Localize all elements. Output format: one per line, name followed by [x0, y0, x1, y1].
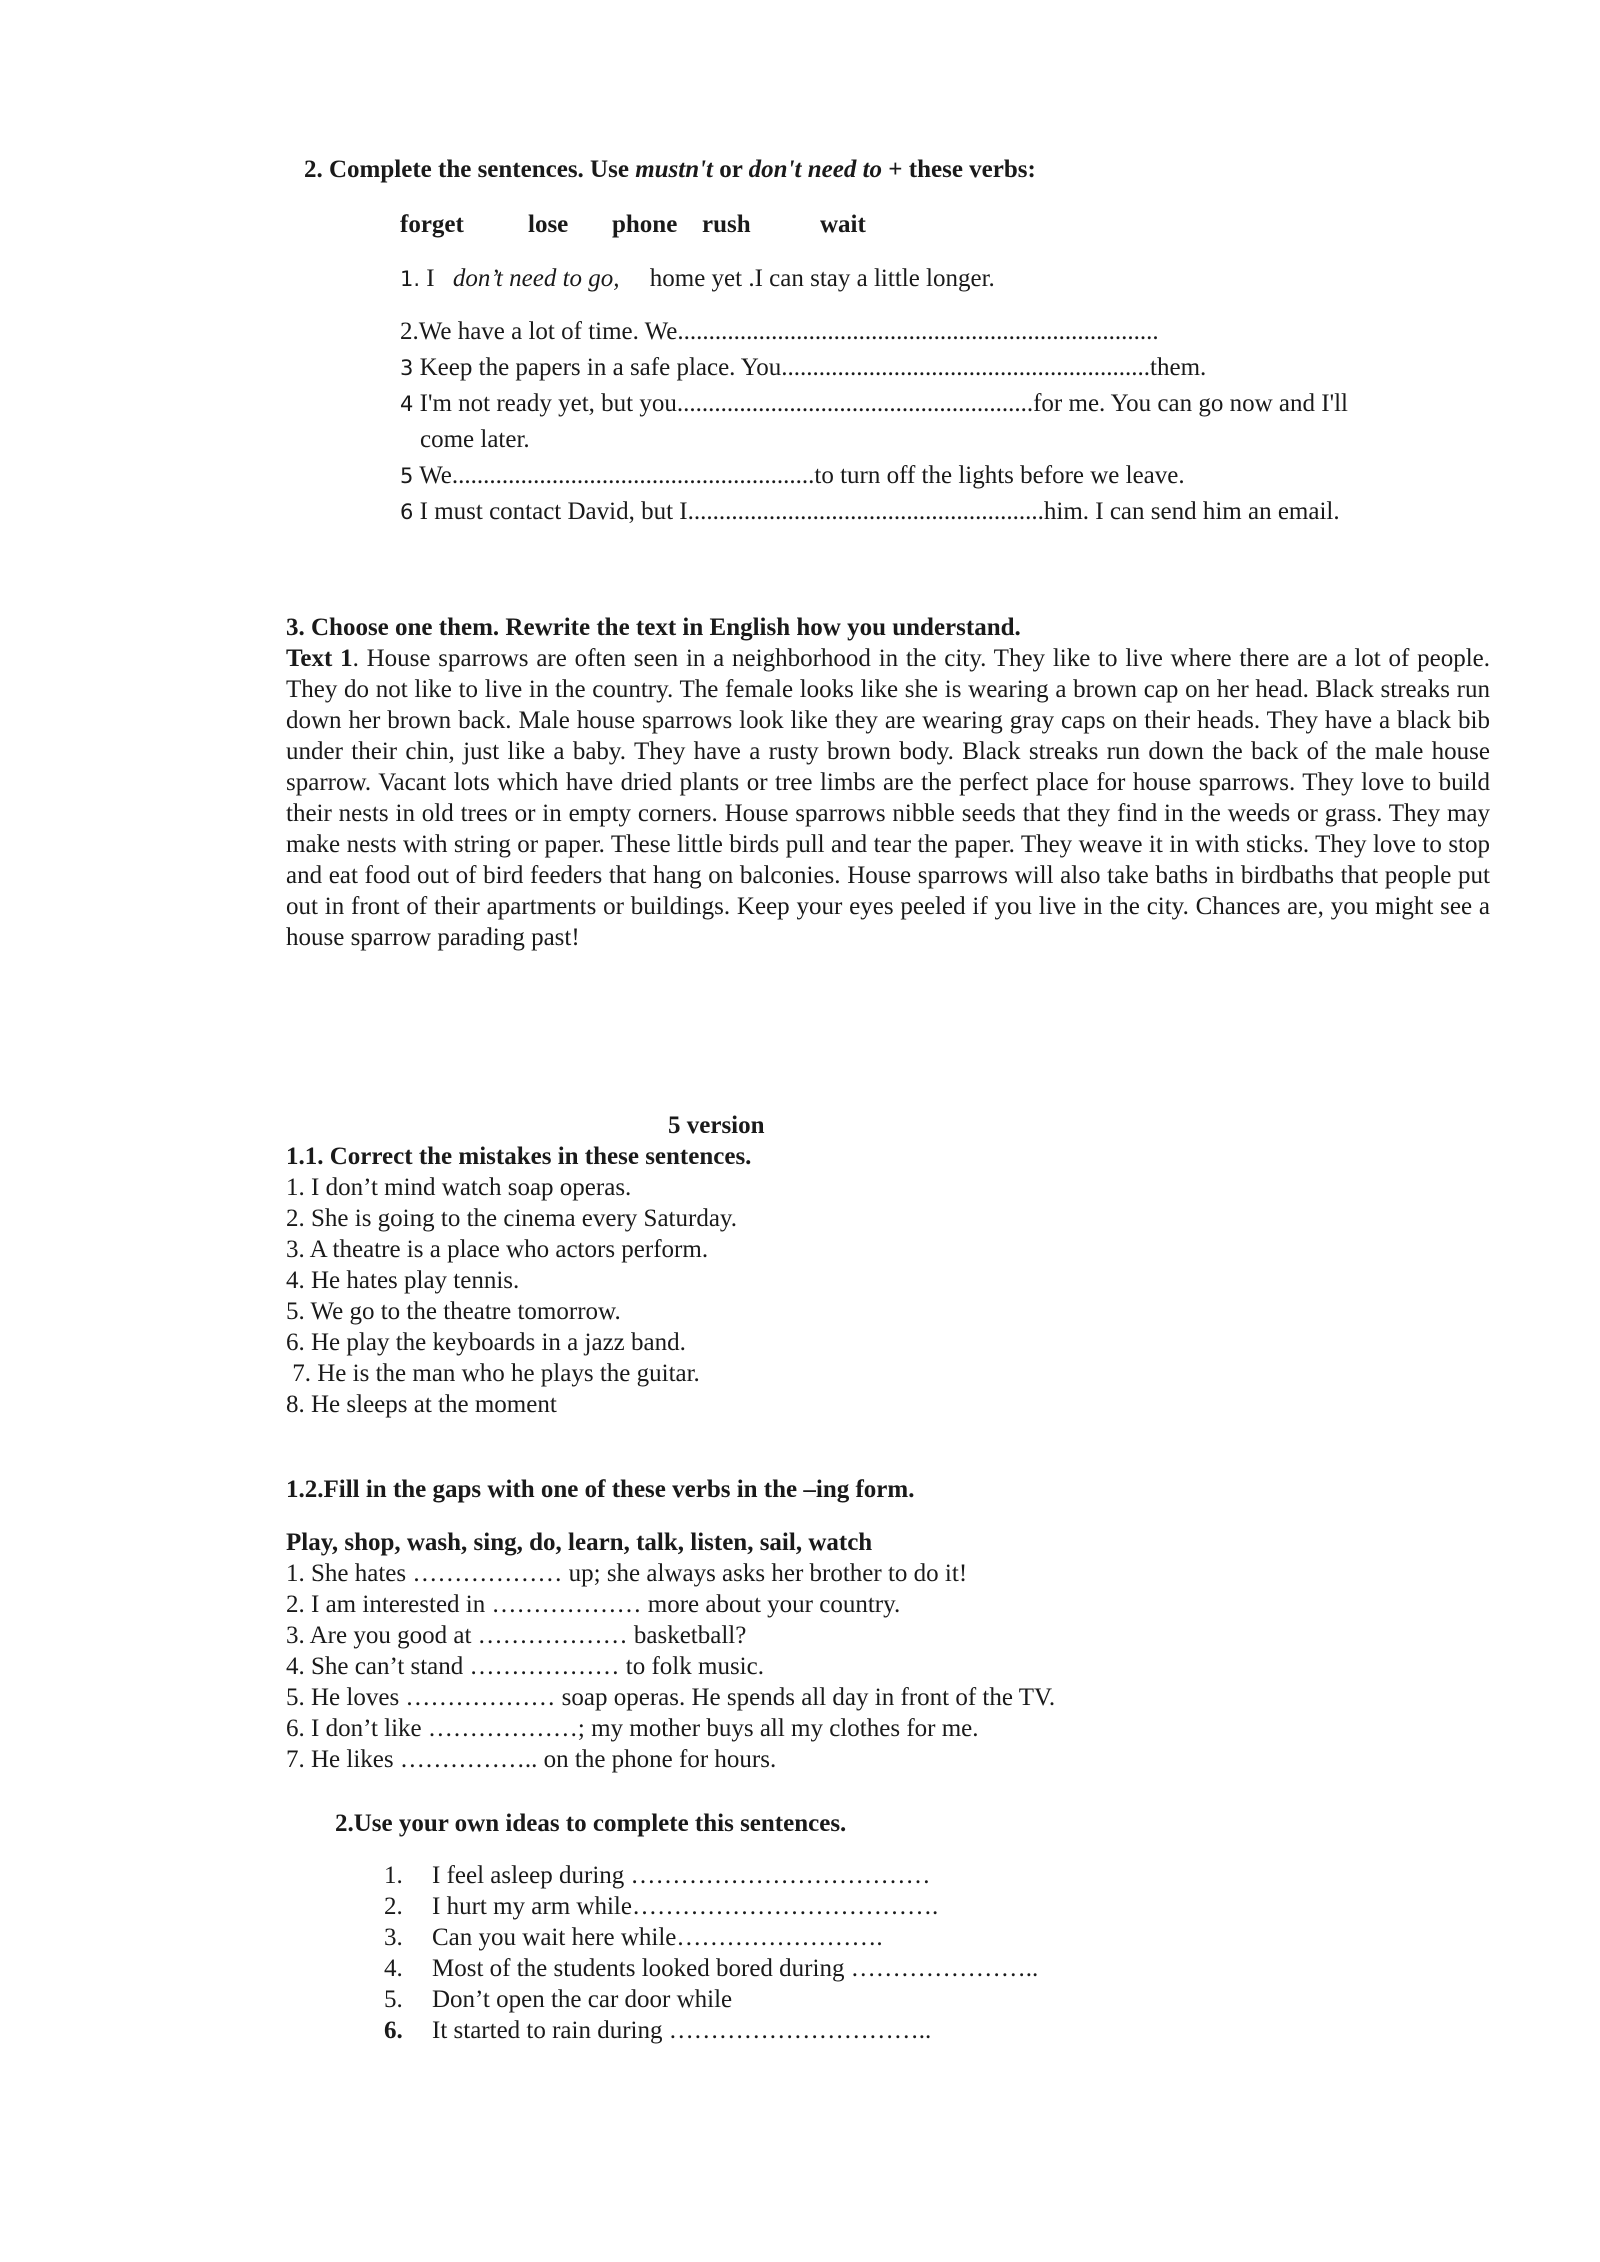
sentence-number: 1. [400, 267, 421, 291]
exercise-2-title-mustnt: mustn't [635, 156, 714, 183]
sentence-number: 3 [400, 356, 414, 380]
item-number: 2. [384, 1893, 403, 1920]
list-item [384, 1860, 1038, 1891]
list-item: 2. She is going to the cinema every Saturday. [286, 1205, 738, 1232]
verb-lose: lose [528, 211, 569, 238]
sentence-text: I [426, 265, 435, 292]
sentence-number: 4 [400, 392, 414, 416]
fill-gaps-title: 1.2.Fill in the gaps with one of these verbs in the –ing form. [286, 1476, 915, 1503]
own-ideas-title: 2.Use your own ideas to complete this sentences. [335, 1810, 847, 1837]
item-number: 6. [384, 2017, 403, 2044]
verb-forget: forget [400, 211, 464, 238]
fill-gaps-verb-list: Play, shop, wash, sing, do, learn, talk, listen, sail, watch [286, 1529, 873, 1556]
reading-text [286, 643, 1490, 953]
item-text: It started to rain during ………………………….. [432, 2017, 932, 2044]
list-item [384, 1922, 1038, 1953]
fill-gaps-section [286, 1474, 1386, 1775]
list-item: 6. He play the keyboards in a jazz band. [286, 1329, 686, 1356]
list-item: 2. I am interested in ……………… more about your country. [286, 1591, 901, 1618]
exercise-2-verb-list [400, 209, 866, 240]
exercise-2-sentence-5 [400, 458, 1480, 494]
item-text: Most of the students looked bored during ………………….. [432, 1955, 1039, 1982]
text-body: . House sparrows are often seen in a neighborhood in the city. They like to live where there are a lot of people. They do not like to live in the country. The female looks like she is wearing a brown cap on her head. Black streaks run down her brown back. Male house sparrows look like they are wearing gray caps on their heads. They have a black bib under their chin, just like a baby. They have a rusty brown body. Black streaks run down the back of the male house sparrow. Vacant lots which have dried plants or tree limbs are the perfect place for house sparrows. They love to build their nests in old trees or in empty corners. House sparrows nibble seeds that they find in the weeds or grass. They may make nests with string or paper. These little birds pull and tear the paper. They weave it in with sticks. They love to stop and eat food out of bird feeders that hang on balconies. House sparrows will also take baths in birdbaths that people put out in front of their apartments or buildings. Keep your eyes peeled if you live in the city. Chances are, you might see a house sparrow parading past! [286, 645, 1491, 951]
example-answer: don’t need to go, [452, 265, 620, 292]
item-text: I feel asleep during ……………………………… [432, 1862, 931, 1889]
correct-mistakes-section [286, 1141, 1286, 1420]
list-item: 7. He likes …………….. on the phone for hours. [286, 1746, 777, 1773]
item-number: 3. [384, 1924, 403, 1951]
exercise-3 [286, 612, 1490, 953]
list-item: 4. She can’t stand ……………… to folk music. [286, 1653, 764, 1680]
exercise-2-title-dont-need-to: don't need to [748, 156, 883, 183]
exercise-2-sentence-2: 2.We have a lot of time. We............................................................................. [400, 318, 1159, 345]
item-number: 1. [384, 1862, 403, 1889]
sentence-text: I must contact David, but I.........................................................him. I can send him an email. [419, 498, 1340, 525]
item-number: 4. [384, 1955, 403, 1982]
exercise-2-title-or: or [713, 156, 749, 183]
list-item: 4. He hates play tennis. [286, 1267, 520, 1294]
list-item: 6. I don’t like ………………; my mother buys all my clothes for me. [286, 1715, 979, 1742]
sentence-text: home yet .I can stay a little longer. [649, 265, 995, 292]
own-ideas-list [384, 1860, 1038, 2046]
list-item: 5. He loves ……………… soap operas. He spends all day in front of the TV. [286, 1684, 1056, 1711]
list-item: 1. I don’t mind watch soap operas. [286, 1174, 632, 1201]
verb-phone: phone [612, 211, 678, 238]
exercise-2-sentence-6 [400, 494, 1480, 530]
list-item: 8. He sleeps at the moment [286, 1391, 557, 1418]
sentence-number: 6 [400, 500, 414, 524]
list-item: 3. A theatre is a place who actors perform. [286, 1236, 709, 1263]
exercise-2-sentence-4 [400, 386, 1480, 422]
sentence-number: 5 [400, 464, 414, 488]
text-label: Text 1 [286, 645, 353, 672]
sentence-text: I'm not ready yet, but you.........................................................for me. You can go now and I'll [419, 390, 1348, 417]
correct-mistakes-title: 1.1. Correct the mistakes in these sentences. [286, 1143, 752, 1170]
list-item [384, 1891, 1038, 1922]
exercise-2-sentence-3 [400, 350, 1480, 386]
item-text: Can you wait here while……………………. [432, 1924, 883, 1951]
item-number: 5. [384, 1986, 403, 2013]
exercise-2-sentence-4-continued: come later. [420, 426, 530, 453]
list-item [384, 2015, 1038, 2046]
sentence-text: We..........................................................to turn off the lights before we leave. [419, 462, 1185, 489]
verb-wait: wait [820, 211, 866, 238]
list-item: 5. We go to the theatre tomorrow. [286, 1298, 621, 1325]
verb-rush: rush [702, 211, 751, 238]
list-item [384, 1984, 1038, 2015]
item-text: Don’t open the car door while [432, 1986, 733, 2013]
sentence-text: Keep the papers in a safe place. You...........................................................them. [419, 354, 1207, 381]
exercise-2-sentence-1 [400, 263, 995, 295]
version-heading: 5 version [668, 1112, 765, 1139]
exercise-2-title-prefix: 2. Complete the sentences. Use [304, 156, 636, 183]
exercise-2-sentences [400, 314, 1480, 530]
list-item [384, 1953, 1038, 1984]
list-item: 7. He is the man who he plays the guitar. [286, 1360, 700, 1387]
exercise-3-title: 3. Choose one them. Rewrite the text in English how you understand. [286, 614, 1021, 641]
item-text: I hurt my arm while………………………………. [432, 1893, 939, 1920]
exercise-2-title [304, 154, 1036, 185]
list-item: 1. She hates ……………… up; she always asks her brother to do it! [286, 1560, 968, 1587]
list-item: 3. Are you good at ……………… basketball? [286, 1622, 747, 1649]
exercise-2-title-suffix: + these verbs: [882, 156, 1036, 183]
